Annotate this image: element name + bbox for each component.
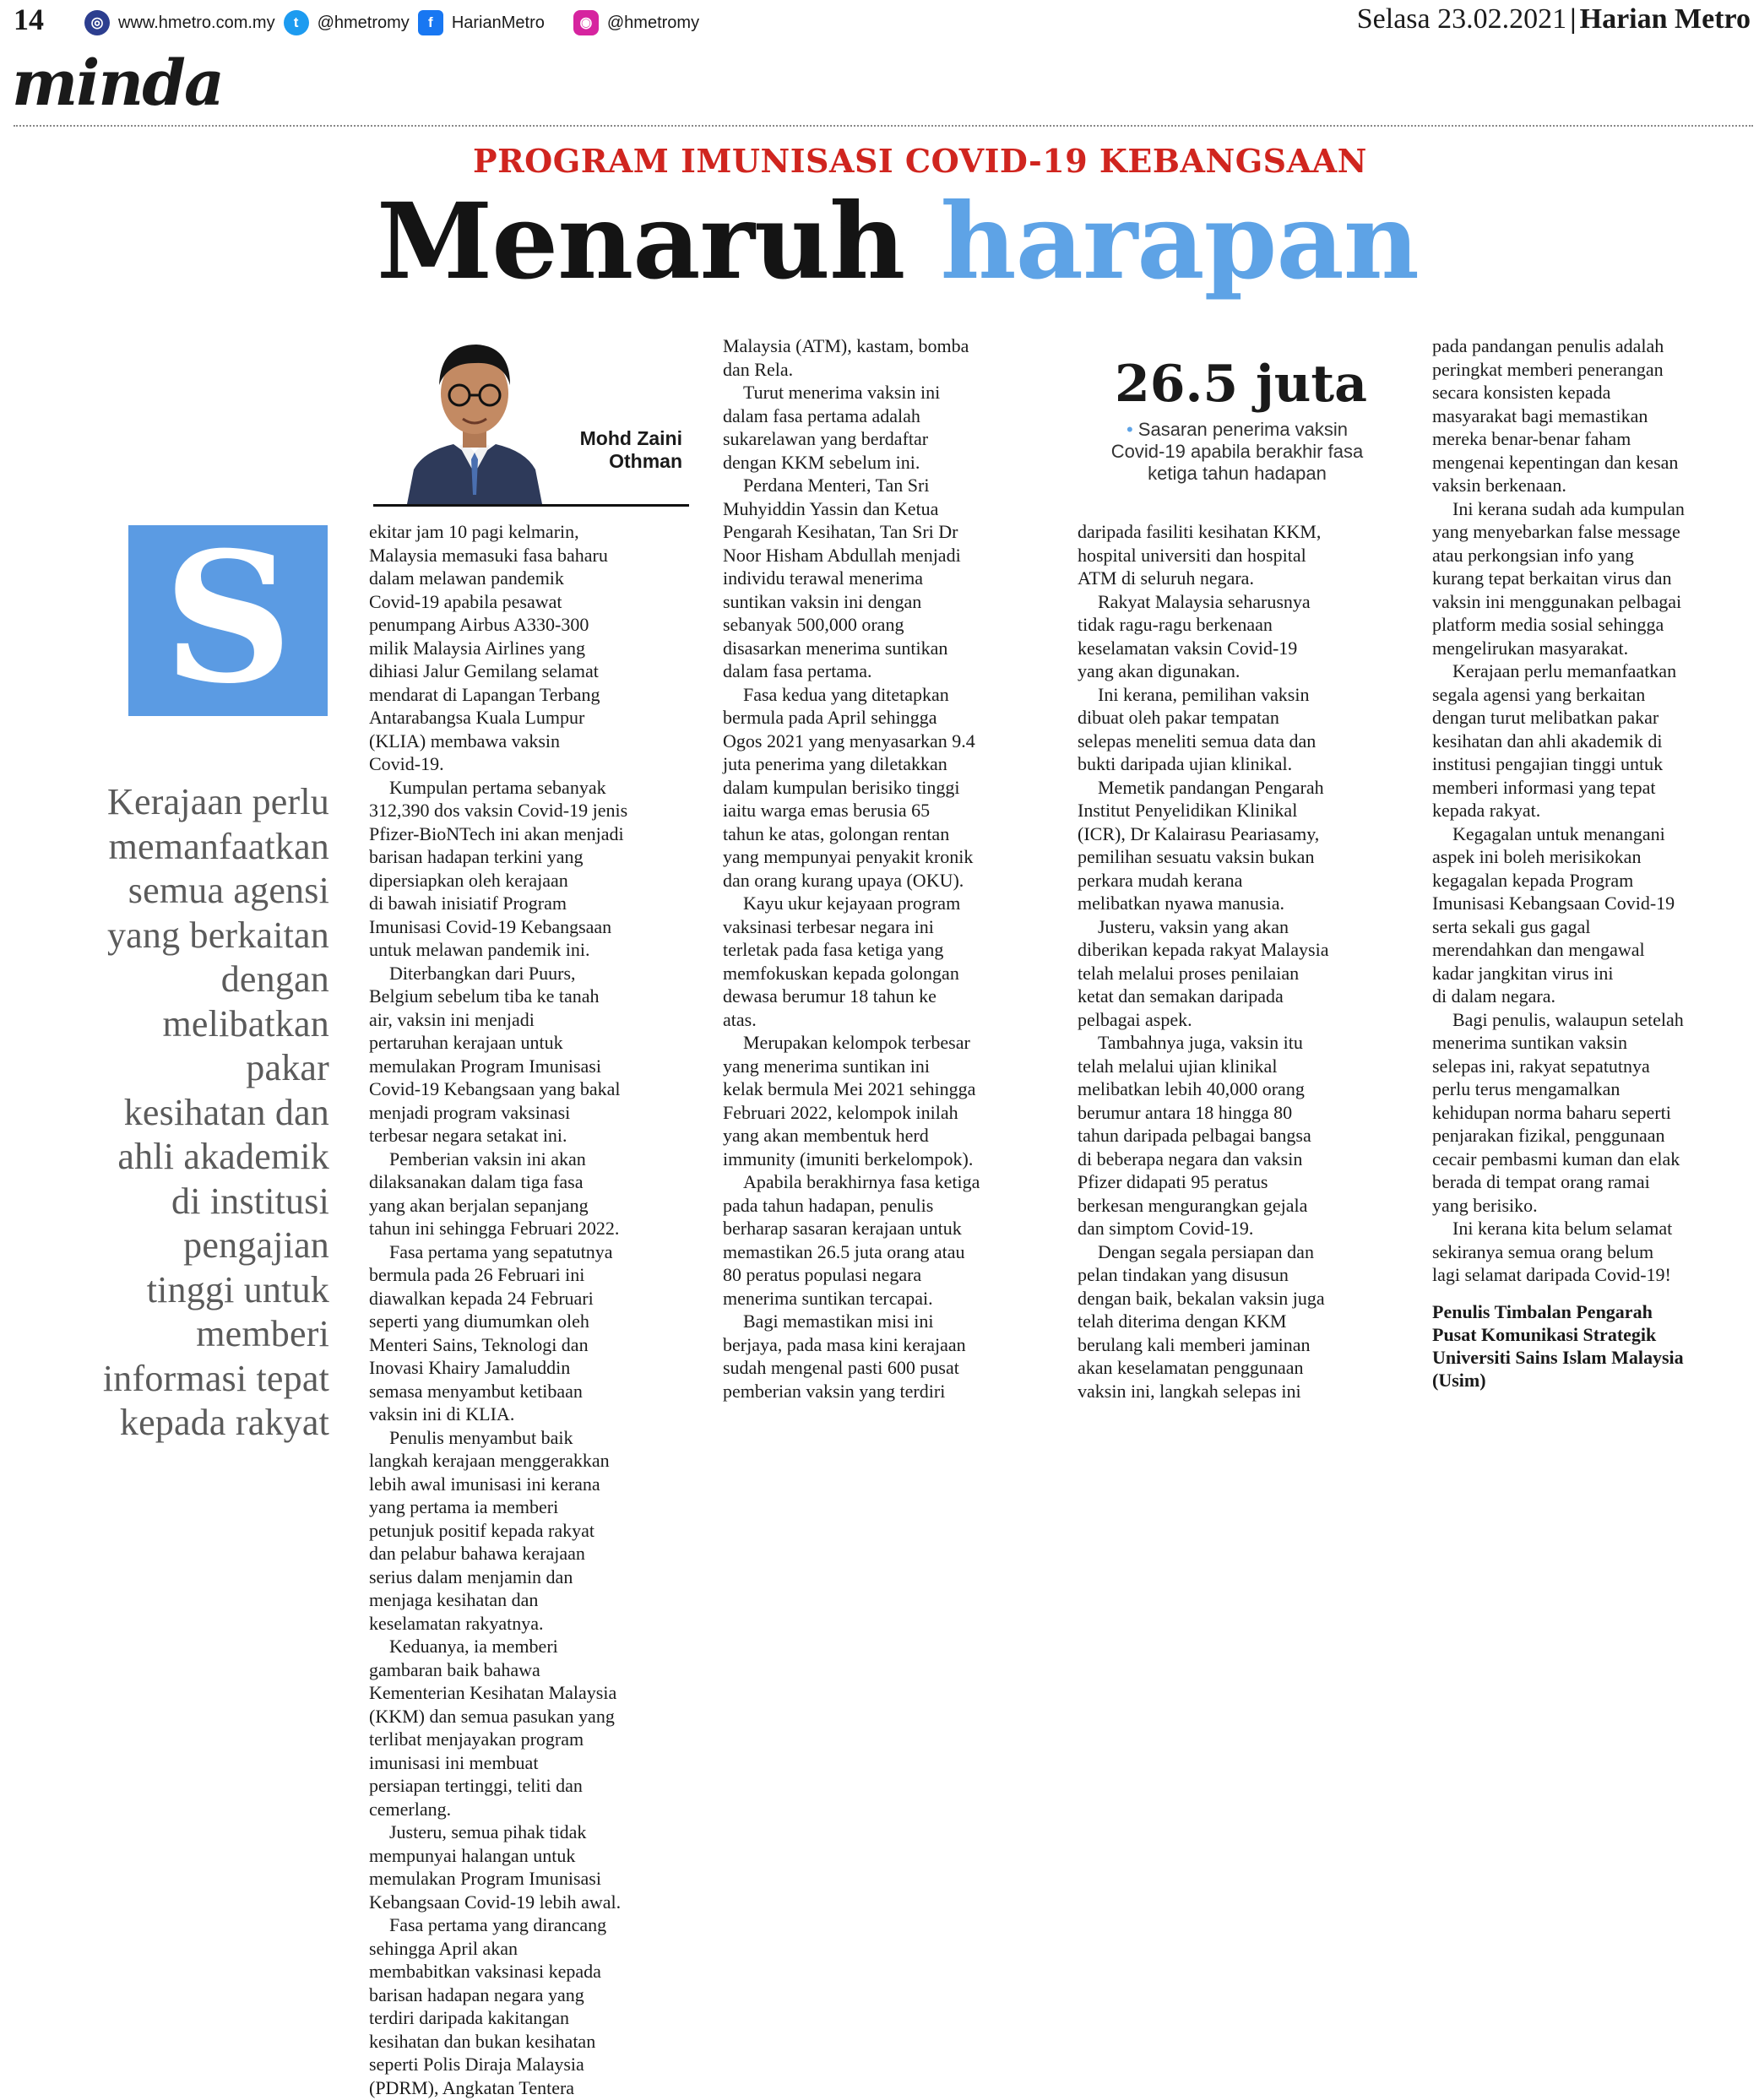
paragraph-line: kesihatan dan ahli akademik di: [1432, 730, 1663, 752]
paragraph-line: Kumpulan pertama sebanyak: [389, 776, 606, 798]
paragraph-line: dihiasi Jalur Gemilang selamat: [369, 660, 599, 681]
pull-quote-line: memberi: [196, 1313, 329, 1354]
paragraph-line: selepas ini, rakyat sepatutnya: [1432, 1055, 1650, 1077]
paragraph-line: berkesan mengurangkan gejala: [1078, 1194, 1308, 1216]
paragraph-line: seperti Polis Diraja Malaysia: [369, 2054, 584, 2075]
facebook-handle[interactable]: HarianMetro: [451, 13, 545, 32]
paragraph-line: memfokuskan kepada golongan: [723, 962, 959, 984]
paragraph-line: sudah mengenal pasti 600 pusat: [723, 1357, 959, 1378]
paragraph-line: keselamatan rakyatnya.: [369, 1612, 544, 1634]
article-paragraph: [369, 1821, 690, 1913]
paragraph-line: perkara mudah kerana: [1078, 869, 1243, 891]
paragraph-line: vaksin ini menggunakan pelbagai: [1432, 590, 1682, 612]
paragraph-line: kadar jangkitan virus ini: [1432, 962, 1614, 984]
twitter-icon: t: [284, 10, 309, 35]
stat-caption-text: Sasaran penerima vaksin Covid-19 apabila berakhir fasa ketiga tahun hadapan: [1110, 419, 1364, 484]
paragraph-line: dibuat oleh pakar tempatan: [1078, 707, 1279, 728]
paragraph-line: Belgium sebelum tiba ke tanah: [369, 985, 600, 1007]
paragraph-line: Justeru, semua pihak tidak: [389, 1821, 587, 1842]
article-paragraph: [1078, 915, 1398, 1032]
paragraph-line: juta penerima yang diletakkan: [723, 753, 947, 774]
writer-note-line: Pusat Komunikasi Strategik: [1432, 1324, 1657, 1345]
paragraph-line: dalam fasa pertama.: [723, 660, 872, 681]
paragraph-line: kurang tepat berkaitan virus dan: [1432, 567, 1672, 589]
paragraph-line: penumpang Airbus A330-300: [369, 614, 589, 635]
stat-figure: 26.5 juta: [1115, 355, 1367, 414]
pull-quote-line: memanfaatkan: [108, 825, 329, 867]
instagram-icon: ◉: [573, 10, 599, 35]
paragraph-line: Bagi penulis, walaupun setelah: [1452, 1008, 1684, 1030]
paragraph-line: tahun ini sehingga Februari 2022.: [369, 1218, 620, 1239]
paragraph-line: telah diterima dengan KKM: [1078, 1310, 1287, 1332]
article-headline: [377, 181, 1419, 303]
paragraph-line: milik Malaysia Airlines yang: [369, 637, 586, 659]
paragraph-line: Imunisasi Kebangsaan Covid-19: [1432, 893, 1675, 914]
paragraph-line: diberikan kepada rakyat Malaysia: [1078, 939, 1329, 960]
paragraph-line: Tambahnya juga, vaksin itu: [1098, 1032, 1303, 1053]
author-rule: [373, 504, 689, 507]
paragraph-line: selepas meneliti semua data dan: [1078, 730, 1317, 752]
paragraph-line: peringkat memberi penerangan: [1432, 358, 1664, 380]
paragraph-line: lagi selamat daripada Covid-19!: [1432, 1264, 1671, 1285]
paragraph-line: dan simptom Covid-19.: [1078, 1218, 1254, 1239]
paragraph-line: cemerlang.: [369, 1798, 452, 1820]
instagram-handle[interactable]: @hmetromy: [606, 13, 700, 32]
paragraph-line: dengan turut melibatkan pakar: [1432, 707, 1659, 728]
paragraph-line: Diterbangkan dari Puurs,: [389, 962, 576, 984]
paragraph-line: pemberian vaksin yang terdiri: [723, 1380, 946, 1402]
paragraph-line: Imunisasi Covid-19 Kebangsaan: [369, 915, 612, 937]
headline-word-1: Menaruh: [377, 181, 905, 303]
paragraph-line: mengelirukan masyarakat.: [1432, 637, 1629, 659]
article-paragraph: [369, 962, 690, 1148]
paragraph-line: daripada fasiliti kesihatan KKM,: [1078, 521, 1322, 542]
paragraph-line: barisan hadapan negara yang: [369, 1983, 584, 2005]
paragraph-line: dilaksanakan dalam tiga fasa: [369, 1171, 584, 1192]
paragraph-line: Februari 2022, kelompok inilah: [723, 1101, 958, 1123]
paragraph-line: berulang kali memberi jaminan: [1078, 1333, 1311, 1355]
paragraph-line: imunisasi ini membuat: [369, 1751, 539, 1773]
website-link[interactable]: www.hmetro.com.my: [118, 13, 275, 32]
paragraph-line: Institut Penyelidikan Klinikal: [1078, 800, 1298, 821]
paragraph-line: dipersiapkan oleh kerajaan: [369, 869, 568, 891]
newspaper-name: Harian Metro: [1579, 3, 1751, 35]
paragraph-line: dalam kumpulan berisiko tinggi: [723, 776, 960, 798]
writer-note-line: Universiti Sains Islam Malaysia: [1432, 1347, 1684, 1368]
pull-quote-line: Kerajaan perlu: [107, 781, 329, 822]
section-title: minda: [12, 47, 223, 120]
article-paragraph: [1432, 497, 1753, 660]
paragraph-line: dewasa berumur 18 tahun ke: [723, 985, 937, 1007]
facebook-icon: f: [418, 10, 443, 35]
article-paragraph: [1078, 590, 1398, 683]
paragraph-line: cecair pembasmi kuman dan elak: [1432, 1148, 1680, 1169]
pull-quote-line: melibatkan: [162, 1002, 329, 1045]
paragraph-line: Ini kerana sudah ada kumpulan: [1452, 497, 1685, 519]
paragraph-line: bermula pada 26 Februari ini: [369, 1264, 585, 1285]
paragraph-line: yang menerima suntikan ini: [723, 1055, 930, 1077]
paragraph-line: Kebangsaan Covid-19 lebih awal.: [369, 1891, 622, 1913]
paragraph-line: Kerajaan perlu memanfaatkan: [1452, 660, 1677, 681]
paragraph-line: berada di tempat orang ramai: [1432, 1171, 1650, 1192]
paragraph-line: keselamatan vaksin Covid-19: [1078, 637, 1298, 659]
paragraph-line: yang akan membentuk herd: [723, 1125, 929, 1146]
article-paragraph: [369, 1635, 690, 1821]
article-paragraph: [723, 381, 1044, 474]
body-column-3: [1078, 520, 1398, 1403]
paragraph-line: air, vaksin ini menjadi: [369, 1008, 535, 1030]
article-paragraph: [1432, 1008, 1753, 1218]
article-paragraph: [369, 1913, 690, 2099]
article-paragraph: [1078, 683, 1398, 776]
paragraph-line: Pfizer didapati 95 peratus: [1078, 1171, 1268, 1192]
paragraph-line: barisan hadapan terkini yang: [369, 846, 584, 867]
paragraph-line: pada tahun hadapan, penulis: [723, 1194, 934, 1216]
article-paragraph: [369, 1148, 690, 1240]
paragraph-line: Justeru, vaksin yang akan: [1098, 915, 1289, 937]
paragraph-line: melibatkan lebih 40,000 orang: [1078, 1078, 1305, 1099]
paragraph-line: serta sekali gus gagal: [1432, 915, 1591, 937]
paragraph-line: menjaga kesihatan dan: [369, 1589, 539, 1610]
article-paragraph: [723, 1310, 1044, 1403]
paragraph-line: yang mempunyai penyakit kronik: [723, 846, 974, 867]
article-paragraph: [723, 334, 1044, 381]
paragraph-line: mendarat di Lapangan Terbang: [369, 683, 600, 705]
paragraph-line: Rakyat Malaysia seharusnya: [1098, 590, 1311, 612]
author-name: [513, 427, 682, 473]
paragraph-line: dalam melawan pandemik: [369, 567, 564, 589]
social-links: [84, 8, 699, 37]
pull-quote-line: informasi tepat: [102, 1357, 329, 1399]
paragraph-line: 312,390 dos vaksin Covid-19 jenis: [369, 800, 628, 821]
paragraph-line: Merupakan kelompok terbesar: [743, 1032, 970, 1053]
paragraph-line: memulakan Program Imunisasi: [369, 1055, 601, 1077]
paragraph-line: disasarkan menerima suntikan: [723, 637, 948, 659]
paragraph-line: langkah kerajaan menggerakkan: [369, 1450, 610, 1471]
author-last-name: Othman: [609, 450, 682, 472]
paragraph-line: memberi informasi yang tepat: [1432, 776, 1656, 798]
paragraph-line: penjarakan fizikal, penggunaan: [1432, 1125, 1665, 1146]
pull-quote-line: yang berkaitan: [106, 914, 329, 956]
paragraph-line: Dengan segala persiapan dan: [1098, 1240, 1314, 1262]
paragraph-line: memastikan 26.5 juta orang atau: [723, 1240, 965, 1262]
article-paragraph: [369, 1240, 690, 1426]
paragraph-line: berharap sasaran kerajaan untuk: [723, 1218, 962, 1239]
globe-icon: ◎: [84, 10, 110, 35]
stat-caption: [1098, 419, 1376, 485]
paragraph-line: vaksin ini, langkah selepas ini: [1078, 1380, 1301, 1402]
article-kicker: PROGRAM IMUNISASI COVID-19 KEBANGSAAN: [473, 142, 1367, 180]
paragraph-line: atau perkongsian info yang: [1432, 544, 1634, 566]
paragraph-line: sebanyak 500,000 orang: [723, 614, 904, 635]
paragraph-line: telah melalui proses penilaian: [1078, 962, 1300, 984]
paragraph-line: Covid-19.: [369, 753, 444, 774]
paragraph-line: perlu terus mengamalkan: [1432, 1078, 1621, 1099]
paragraph-line: Pemberian vaksin ini akan: [389, 1148, 586, 1169]
paragraph-line: terletak pada fasa ketiga yang: [723, 939, 944, 960]
paragraph-line: dengan KKM sebelum ini.: [723, 451, 920, 473]
paragraph-line: menerima suntikan vaksin: [1432, 1032, 1627, 1053]
paragraph-line: persiapan tertinggi, teliti dan: [369, 1775, 583, 1796]
paragraph-line: yang akan berjalan sepanjang: [369, 1194, 589, 1216]
body-column-1: [369, 520, 690, 2099]
drop-cap-letter: S: [163, 525, 293, 716]
paragraph-line: dan Rela.: [723, 358, 794, 380]
paragraph-line: Ogos 2021 yang menyasarkan 9.4: [723, 730, 975, 752]
paragraph-line: Keduanya, ia memberi: [389, 1636, 558, 1657]
article-paragraph: [723, 474, 1044, 683]
article-paragraph: [723, 1170, 1044, 1310]
paragraph-line: pemilihan sesuatu vaksin bukan: [1078, 846, 1315, 867]
paragraph-line: pada pandangan penulis adalah: [1432, 335, 1664, 356]
paragraph-line: ATM di seluruh negara.: [1078, 567, 1254, 589]
paragraph-line: Kementerian Kesihatan Malaysia: [369, 1682, 617, 1703]
paragraph-line: immunity (imuniti berkelompok).: [723, 1148, 974, 1169]
paragraph-line: membabitkan vaksinasi kepada: [369, 1961, 601, 1982]
paragraph-line: pertaruhan kerajaan untuk: [369, 1032, 563, 1053]
paragraph-line: di bawah inisiatif Program: [369, 893, 567, 914]
paragraph-line: (ICR), Dr Kalairasu Peariasamy,: [1078, 822, 1320, 844]
paragraph-line: platform media sosial sehingga: [1432, 614, 1664, 635]
pull-quote-line: pakar: [246, 1047, 329, 1088]
article-paragraph: [1078, 1240, 1398, 1403]
paragraph-line: mempunyai halangan untuk: [369, 1844, 576, 1866]
article-paragraph: [1078, 520, 1398, 590]
pull-quote-line: dengan: [220, 958, 329, 1000]
paragraph-line: tidak ragu-ragu berkenaan: [1078, 614, 1273, 635]
paragraph-line: untuk melawan pandemik ini.: [369, 939, 590, 960]
paragraph-line: Malaysia (ATM), kastam, bomba: [723, 335, 969, 356]
paragraph-line: berjaya, pada masa kini kerajaan: [723, 1333, 966, 1355]
pull-quote-line: di institusi: [171, 1180, 329, 1222]
paragraph-line: akan keselamatan penggunaan: [1078, 1357, 1304, 1378]
article-paragraph: [1432, 659, 1753, 822]
paragraph-line: ketat dan semakan daripada: [1078, 985, 1284, 1007]
paragraph-line: (KLIA) membawa vaksin: [369, 730, 561, 752]
drop-cap-block: [128, 525, 328, 716]
paragraph-line: Fasa kedua yang ditetapkan: [743, 683, 949, 705]
section-divider: [14, 125, 1753, 127]
paragraph-line: Antarabangsa Kuala Lumpur: [369, 707, 585, 728]
paragraph-line: yang berisiko.: [1432, 1194, 1538, 1216]
paragraph-line: Noor Hisham Abdullah menjadi: [723, 544, 961, 566]
paragraph-line: di beberapa negara dan vaksin: [1078, 1148, 1303, 1169]
body-column-4: [1432, 334, 1753, 1287]
article-paragraph: [369, 520, 690, 776]
article-paragraph: [369, 776, 690, 962]
paragraph-line: kehidupan norma baharu seperti: [1432, 1101, 1671, 1123]
paragraph-line: individu terawal menerima: [723, 567, 924, 589]
pull-quote-line: semua agensi: [128, 870, 329, 911]
article-paragraph: [1432, 1217, 1753, 1287]
paragraph-line: terdiri daripada kakitangan: [369, 2007, 570, 2028]
paragraph-line: memulakan Program Imunisasi: [369, 1868, 601, 1889]
paragraph-line: semasa menyambut ketibaan: [369, 1380, 583, 1402]
dateline: [1357, 3, 1751, 35]
paragraph-line: 80 peratus populasi negara: [723, 1264, 922, 1285]
paragraph-line: Turut menerima vaksin ini: [743, 382, 941, 403]
paragraph-line: mengenai kepentingan dan kesan: [1432, 451, 1679, 473]
issue-date: Selasa 23.02.2021: [1356, 3, 1567, 35]
pull-quote-line: kesihatan dan: [123, 1091, 329, 1133]
paragraph-line: kegagalan kepada Program: [1432, 869, 1634, 891]
paragraph-line: Pfizer-BioNTech ini akan menjadi: [369, 822, 624, 844]
paragraph-line: seperti yang diumumkan oleh: [369, 1310, 589, 1332]
headline-word-2: harapan: [940, 181, 1419, 303]
paragraph-line: Fasa pertama yang sepatutnya: [389, 1240, 613, 1262]
paragraph-line: secara konsisten kepada: [1432, 382, 1611, 403]
paragraph-line: segala agensi yang berkaitan: [1432, 683, 1646, 705]
paragraph-line: aspek ini boleh merisikokan: [1432, 846, 1642, 867]
paragraph-line: mereka benar-benar faham: [1432, 428, 1631, 449]
article-paragraph: [723, 892, 1044, 1031]
paragraph-line: Penulis menyambut baik: [389, 1426, 573, 1448]
author-box: [373, 326, 689, 507]
paragraph-line: vaksin ini di KLIA.: [369, 1403, 515, 1424]
paragraph-line: Kayu ukur kejayaan program: [743, 893, 961, 914]
paragraph-line: tahun ke atas, golongan rentan: [723, 822, 950, 844]
article-paragraph: [723, 683, 1044, 893]
paragraph-line: Fasa pertama yang dirancang: [389, 1914, 607, 1935]
paragraph-line: merendahkan dan mengawal: [1432, 939, 1645, 960]
paragraph-line: Pengarah Kesihatan, Tan Sri Dr: [723, 521, 958, 542]
paragraph-line: dan orang kurang upaya (OKU).: [723, 869, 964, 891]
article-paragraph: [1078, 1031, 1398, 1240]
paragraph-line: Ini kerana, pemilihan vaksin: [1098, 683, 1310, 705]
twitter-handle[interactable]: @hmetromy: [317, 13, 410, 32]
article-paragraph: [723, 1031, 1044, 1170]
paragraph-line: hospital universiti dan hospital: [1078, 544, 1306, 566]
paragraph-line: terlibat menjayakan program: [369, 1728, 584, 1750]
paragraph-line: sekiranya semua orang belum: [1432, 1240, 1654, 1262]
paragraph-line: Covid-19 Kebangsaan yang bakal: [369, 1078, 621, 1099]
paragraph-line: tahun daripada pelbagai bangsa: [1078, 1125, 1311, 1146]
paragraph-line: (PDRM), Angkatan Tentera: [369, 2076, 575, 2098]
paragraph-line: terbesar negara setakat ini.: [369, 1125, 567, 1146]
paragraph-line: yang akan digunakan.: [1078, 660, 1241, 681]
paragraph-line: Memetik pandangan Pengarah: [1098, 776, 1324, 798]
paragraph-line: Malaysia memasuki fasa baharu: [369, 544, 608, 566]
paragraph-line: bermula pada April sehingga: [723, 707, 937, 728]
paragraph-line: ekitar jam 10 pagi kelmarin,: [369, 521, 579, 542]
paragraph-line: atas.: [723, 1008, 757, 1030]
body-column-2: [723, 334, 1044, 1403]
writer-note-line: (Usim): [1432, 1370, 1486, 1391]
paragraph-line: dan pelabur bahawa kerajaan: [369, 1543, 585, 1564]
paragraph-line: (KKM) dan semua pasukan yang: [369, 1705, 615, 1727]
paragraph-line: dalam fasa pertama adalah: [723, 404, 920, 426]
paragraph-line: Kegagalan untuk menangani: [1452, 822, 1665, 844]
paragraph-line: dengan baik, bekalan vaksin juga: [1078, 1287, 1325, 1309]
paragraph-line: kelak bermula Mei 2021 sehingga: [723, 1078, 976, 1099]
bullet-icon: •: [1126, 419, 1133, 440]
paragraph-line: suntikan vaksin ini dengan: [723, 590, 922, 612]
paragraph-line: Covid-19 apabila pesawat: [369, 590, 562, 612]
paragraph-line: masyarakat bagi memastikan: [1432, 404, 1648, 426]
paragraph-line: Bagi memastikan misi ini: [743, 1310, 934, 1332]
author-photo: [407, 326, 542, 504]
paragraph-line: lebih awal imunisasi ini kerana: [369, 1473, 600, 1495]
paragraph-line: menjadi program vaksinasi: [369, 1101, 571, 1123]
paragraph-line: yang pertama ia memberi: [369, 1496, 559, 1517]
paragraph-line: di dalam negara.: [1432, 985, 1555, 1007]
paragraph-line: melibatkan nyawa manusia.: [1078, 893, 1284, 914]
article-paragraph: [1432, 822, 1753, 1008]
article-paragraph: [369, 1426, 690, 1636]
paragraph-line: sehingga April akan: [369, 1937, 518, 1959]
paragraph-line: diawalkan kepada 24 Februari: [369, 1287, 594, 1309]
pull-quote-line: tinggi untuk: [146, 1268, 329, 1310]
paragraph-line: serius dalam menjamin dan: [369, 1566, 573, 1587]
paragraph-line: yang menyebarkan false message: [1432, 521, 1680, 542]
author-first-name: Mohd Zaini: [579, 427, 682, 449]
paragraph-line: kesihatan dan bukan kesihatan: [369, 2030, 596, 2052]
writer-note-line: Penulis Timbalan Pengarah: [1432, 1301, 1653, 1322]
paragraph-line: telah melalui ujian klinikal: [1078, 1055, 1278, 1077]
masthead: [0, 0, 1759, 44]
paragraph-line: bukti daripada ujian klinikal.: [1078, 753, 1293, 774]
pull-quote-line: pengajian: [183, 1224, 329, 1266]
paragraph-line: Ini kerana kita belum selamat: [1452, 1218, 1673, 1239]
paragraph-line: pelan tindakan yang disusun: [1078, 1264, 1289, 1285]
paragraph-line: vaksin berkenaan.: [1432, 475, 1566, 496]
paragraph-line: Perdana Menteri, Tan Sri: [743, 475, 930, 496]
pull-quote-line: ahli akademik: [117, 1136, 329, 1177]
paragraph-line: iaitu warga emas berusia 65: [723, 800, 931, 821]
paragraph-line: petunjuk positif kepada rakyat: [369, 1519, 594, 1541]
paragraph-line: institusi pengajian tinggi untuk: [1432, 753, 1664, 774]
paragraph-line: sukarelawan yang berdaftar: [723, 428, 929, 449]
pull-quote-line: kepada rakyat: [119, 1402, 329, 1443]
paragraph-line: Inovasi Khairy Jamaluddin: [369, 1357, 571, 1378]
paragraph-line: kepada rakyat.: [1432, 800, 1541, 821]
dateline-separator: |: [1570, 3, 1577, 35]
paragraph-line: Menteri Sains, Teknologi dan: [369, 1333, 589, 1355]
article-paragraph: [1432, 334, 1753, 497]
paragraph-line: Muhyiddin Yassin dan Ketua: [723, 497, 939, 519]
paragraph-line: gambaran baik bahawa: [369, 1658, 540, 1680]
paragraph-line: pelbagai aspek.: [1078, 1008, 1192, 1030]
writer-note: [1432, 1300, 1684, 1392]
pull-quote: [30, 780, 329, 1446]
article-paragraph: [1078, 776, 1398, 915]
paragraph-line: berumur antara 18 hingga 80: [1078, 1101, 1293, 1123]
page-number: 14: [14, 3, 44, 36]
paragraph-line: Apabila berakhirnya fasa ketiga: [743, 1171, 980, 1192]
paragraph-line: menerima suntikan tercapai.: [723, 1287, 933, 1309]
paragraph-line: vaksinasi terbesar negara ini: [723, 915, 934, 937]
